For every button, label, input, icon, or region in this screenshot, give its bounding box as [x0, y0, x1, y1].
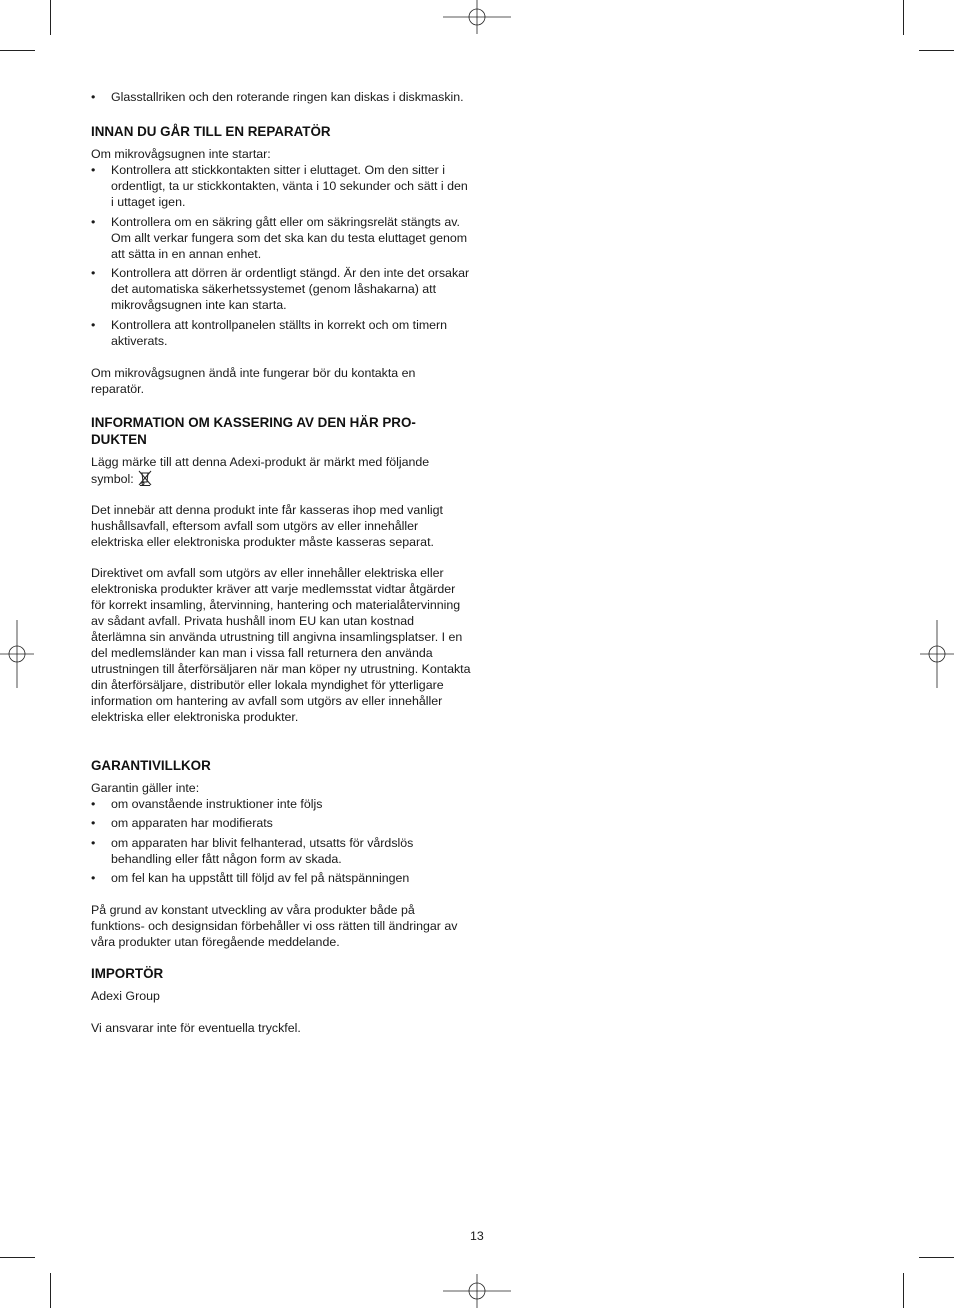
warranty-after: På grund av konstant utveckling av våra produkter både på funktions- och designsidan förbehåller vi oss rätten till ändringar av våra produkter utan föregående meddelande.	[91, 903, 458, 949]
importer-name: Adexi Group	[91, 989, 160, 1003]
list-item: • Kontrollera att kontrollpanelen ställts in korrekt och om timern aktiverats.	[91, 317, 471, 349]
warranty-heading: GARANTIVILLKOR	[91, 757, 211, 773]
disposal-symbol-label: Lägg märke till att denna Adexi-produkt är märkt med följande symbol:	[91, 454, 430, 486]
list-item: • Kontrollera att stickkontakten sitter i eluttaget. Om den sitter i ordentligt, ta ur stickkontakten, vänta i 10 sekunder och sätt i den i uttaget igen.	[91, 162, 471, 210]
repair-heading: INNAN DU GÅR TILL EN REPARATÖR	[91, 124, 331, 139]
importer-heading: IMPORTÖR	[91, 966, 164, 981]
list-item: • om apparaten har blivit felhanterad, utsatts för vårdslös behandling eller fått någon form av skada.	[91, 835, 471, 867]
repair-after: Om mikrovågsugnen ändå inte fungerar bör du kontakta en reparatör.	[91, 365, 416, 396]
disposal-heading-line2: DUKTEN	[91, 431, 147, 447]
importer-disclaimer: Vi ansvarar inte för eventuella tryckfel.	[91, 1021, 301, 1035]
list-item: • Kontrollera att dörren är ordentligt stängd. Är den inte det orsakar det automatiska säkerhetssystemet (genom låshakarna) att mikrovågsugnen inte kan starta.	[91, 265, 471, 313]
warranty-lead: Garantin gäller inte:	[91, 780, 200, 795]
list-item: • Kontrollera om en säkring gått eller om säkringsrelät stängts av. Om allt verkar fungera som det ska kan du testa eluttaget genom att sätta in en annan enhet.	[91, 214, 471, 262]
repair-lead: Om mikrovågsugnen inte startar:	[91, 147, 271, 161]
intro-bullet-list	[91, 89, 471, 105]
list-item: • om apparaten har modifierats	[91, 815, 471, 831]
page-number: 13	[470, 1229, 484, 1243]
warranty-bullet-list	[91, 796, 471, 887]
disposal-paragraph-2: Direktivet om avfall som utgörs av eller innehåller elektriska eller elektroniska produkter kräver att varje medlemsstat vidtar åtgärder för korrekt insamling, återvinning, hantering och materialåtervinning av sådant avfall. Privata hushåll inom EU kan utan kostnad återlämna sin använda utrustning till angivna insamlingsplatser. I en del medlemsländer kan man i vissa fall returnera den använda utrustningen till återförsäljaren när man köper ny utrustning. Kontakta din återförsäljare, distributör eller lokala myndighet för ytterligare information om hantering av avfall som utgörs av eller innehåller elektriska eller elektroniska produkter.	[91, 565, 471, 724]
list-item: • om ovanstående instruktioner inte följs	[91, 796, 471, 812]
disposal-heading	[91, 414, 471, 448]
repair-bullet-list	[91, 162, 471, 349]
disposal-heading-line1: INFORMATION OM KASSERING AV DEN HÄR PRO-	[91, 414, 416, 430]
disposal-paragraph-1: Det innebär att denna produkt inte får kasseras ihop med vanligt hushållsavfall, eftersom avfall som utgörs av eller innehåller elektriska eller elektroniska produkter måste kasseras separat.	[91, 502, 443, 549]
crossed-out-wheelie-bin-icon	[138, 470, 152, 486]
text-column	[91, 89, 471, 1036]
list-item: • Glasstallriken och den roterande ringen kan diskas i diskmaskin.	[91, 89, 471, 105]
list-item: • om fel kan ha uppstått till följd av fel på nätspänningen	[91, 870, 471, 886]
disposal-symbol-text	[91, 454, 456, 487]
